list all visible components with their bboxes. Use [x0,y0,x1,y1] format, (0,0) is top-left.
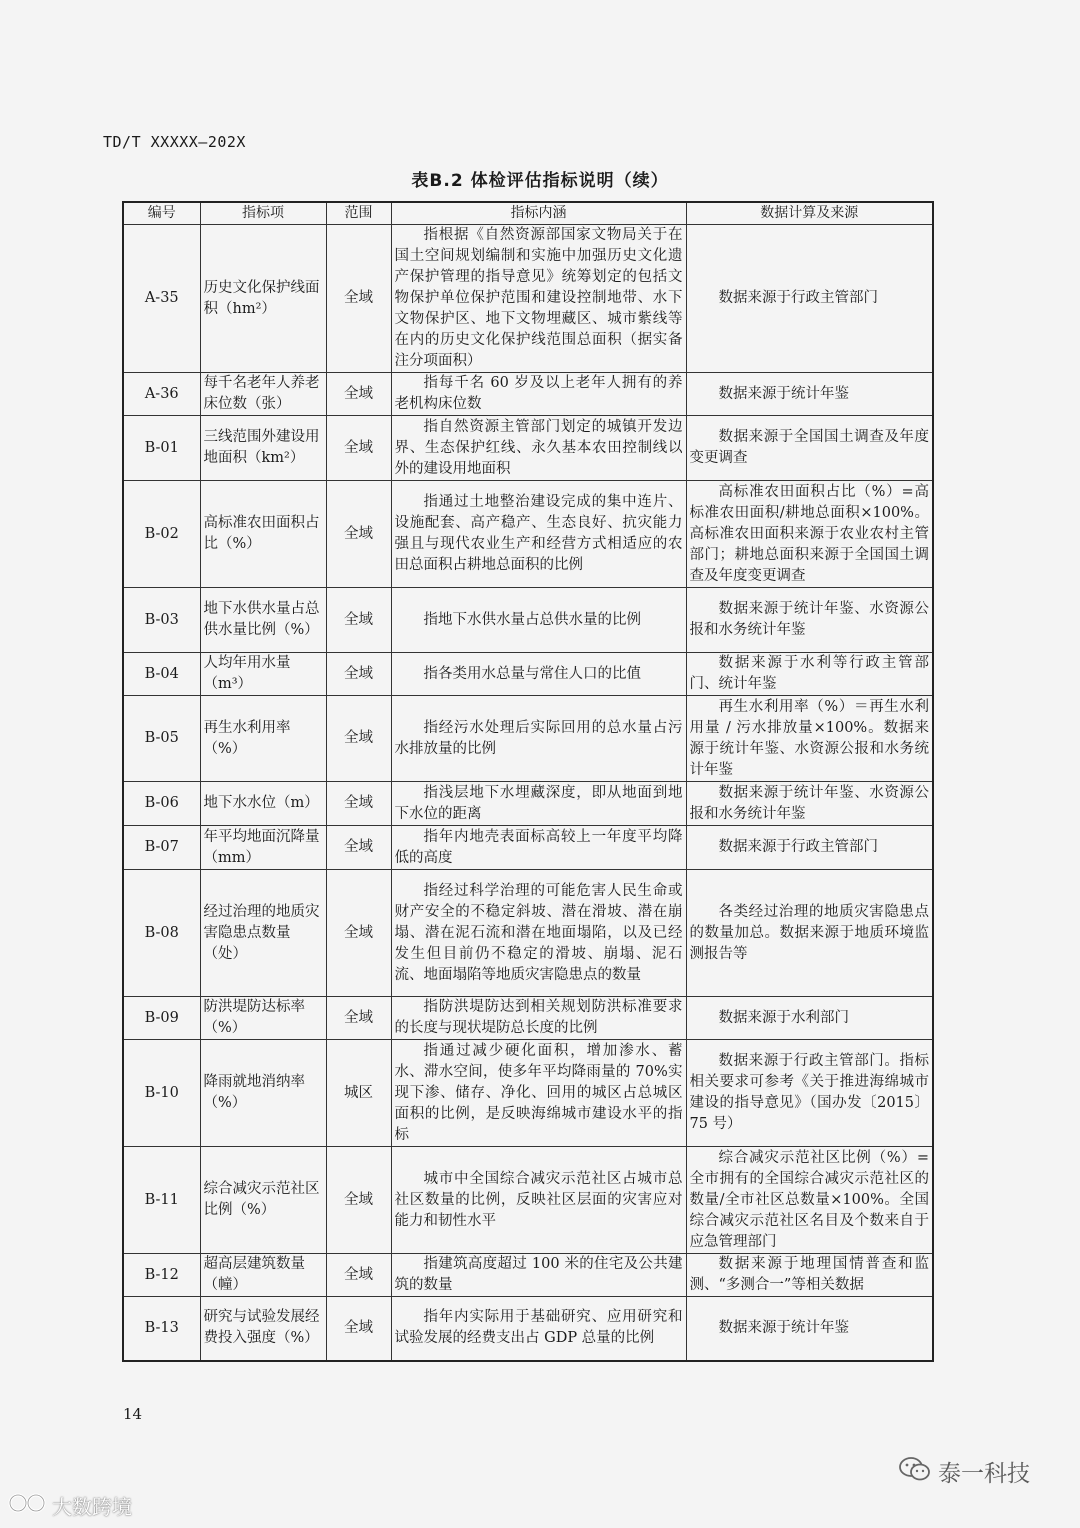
table-row [123,481,933,588]
row-source: 综合减灾示范社区比例（%）=全市拥有的全国综合减灾示范社区的数量/全市社区总数量×100%。全国综合减灾示范社区名目及个数来自于应急管理部门 [686,1147,933,1254]
row-indicator: 超高层建筑数量（幢） [200,1254,326,1297]
row-indicator: 三线范围外建设用地面积（km²） [200,416,326,481]
row-definition: 指每千名 60 岁及以上老年人拥有的养老机构床位数 [391,373,686,416]
row-code: A-36 [123,373,200,416]
row-indicator: 防洪堤防达标率（%） [200,997,326,1040]
table-row [123,696,933,782]
row-definition: 指经过科学治理的可能危害人民生命或财产安全的不稳定斜坡、潜在滑坡、潜在崩塌、潜在泥石流和潜在地面塌陷，以及已经发生但目前仍不稳定的滑坡、崩塌、泥石流、地面塌陷等地质灾害隐患点的数量 [391,870,686,997]
watermark-left-text: 大数跨境 [52,1495,132,1519]
table-row [123,997,933,1040]
row-scope: 全域 [326,1147,391,1254]
row-code: B-13 [123,1297,200,1361]
header-scope: 范围 [326,202,391,225]
row-source: 高标准农田面积占比（%）=高标准农田面积/耕地总面积×100%。高标准农田面积来源于农业农村主管部门；耕地总面积来源于全国国土调查及年度变更调查 [686,481,933,588]
row-code: B-01 [123,416,200,481]
document-code: TD/T XXXXX—202X [103,133,246,151]
row-source: 各类经过治理的地质灾害隐患点的数量加总。数据来源于地质环境监测报告等 [686,870,933,997]
row-definition: 指地下水供水量占总供水量的比例 [391,588,686,653]
row-indicator: 历史文化保护线面积（hm²） [200,225,326,373]
row-source: 数据来源于水利等行政主管部门、统计年鉴 [686,653,933,696]
row-source: 数据来源于统计年鉴、水资源公报和水务统计年鉴 [686,782,933,826]
row-code: B-10 [123,1040,200,1147]
row-scope: 全域 [326,416,391,481]
table-row [123,373,933,416]
wechat-icon [898,1456,932,1488]
row-definition: 指通过减少硬化面积，增加渗水、蓄水、滞水空间，使多年平均降雨量的 70%实现下渗、储存、净化、回用的城区占总城区面积的比例，是反映海绵城市建设水平的指标 [391,1040,686,1147]
row-code: B-08 [123,870,200,997]
row-indicator: 高标准农田面积占比（%） [200,481,326,588]
row-definition: 指年内地壳表面标高较上一年度平均降低的高度 [391,826,686,870]
row-scope: 城区 [326,1040,391,1147]
table-row [123,1254,933,1297]
indicator-table [122,201,934,1362]
table-row [123,1297,933,1361]
row-definition: 指经污水处理后实际回用的总水量占污水排放量的比例 [391,696,686,782]
header-code: 编号 [123,202,200,225]
row-indicator: 再生水利用率（%） [200,696,326,782]
row-source: 数据来源于行政主管部门 [686,826,933,870]
table-row [123,416,933,481]
row-scope: 全域 [326,1297,391,1361]
row-source: 数据来源于统计年鉴、水资源公报和水务统计年鉴 [686,588,933,653]
header-indicator: 指标项 [200,202,326,225]
row-code: B-09 [123,997,200,1040]
row-source: 数据来源于行政主管部门。指标相关要求可参考《关于推进海绵城市建设的指导意见》（国办发〔2015〕75 号） [686,1040,933,1147]
row-definition: 城市中全国综合减灾示范社区占城市总社区数量的比例，反映社区层面的灾害应对能力和韧性水平 [391,1147,686,1254]
row-indicator: 年平均地面沉降量（mm） [200,826,326,870]
row-scope: 全域 [326,1254,391,1297]
row-scope: 全域 [326,997,391,1040]
row-scope: 全域 [326,696,391,782]
table-row [123,1040,933,1147]
row-source: 数据来源于水利部门 [686,997,933,1040]
table-row [123,826,933,870]
row-indicator: 经过治理的地质灾害隐患点数量（处） [200,870,326,997]
table-row [123,588,933,653]
row-source: 数据来源于统计年鉴 [686,1297,933,1361]
row-indicator: 人均年用水量（m³） [200,653,326,696]
row-definition: 指各类用水总量与常住人口的比值 [391,653,686,696]
table-row [123,1147,933,1254]
row-scope: 全域 [326,225,391,373]
row-scope: 全域 [326,588,391,653]
table-row [123,225,933,373]
row-indicator: 地下水供水量占总供水量比例（%） [200,588,326,653]
row-source: 数据来源于统计年鉴 [686,373,933,416]
row-code: B-03 [123,588,200,653]
row-code: A-35 [123,225,200,373]
table-row [123,782,933,826]
header-definition: 指标内涵 [391,202,686,225]
watermark-right-text: 泰一科技 [938,1461,1030,1487]
table-title: 表B.2 体检评估指标说明（续） [411,171,669,191]
row-scope: 全域 [326,373,391,416]
row-definition: 指根据《自然资源部国家文物局关于在国土空间规划编制和实施中加强历史文化遗产保护管理的指导意见》统筹划定的包括文物保护单位保护范围和建设控制地带、水下文物保护区、地下文物埋藏区、城市紫线等在内的历史文化保护线范围总面积（据实备注分项面积） [391,225,686,373]
page-number: 14 [123,1405,143,1423]
row-code: B-02 [123,481,200,588]
row-indicator: 综合减灾示范社区比例（%） [200,1147,326,1254]
row-definition: 指自然资源主管部门划定的城镇开发边界、生态保护红线、永久基本农田控制线以外的建设用地面积 [391,416,686,481]
table-row [123,870,933,997]
row-code: B-04 [123,653,200,696]
watermark-right [898,1455,1030,1488]
row-scope: 全域 [326,481,391,588]
row-scope: 全域 [326,782,391,826]
row-code: B-11 [123,1147,200,1254]
row-code: B-07 [123,826,200,870]
row-scope: 全域 [326,826,391,870]
row-indicator: 研究与试验发展经费投入强度（%） [200,1297,326,1361]
row-scope: 全域 [326,653,391,696]
row-definition: 指年内实际用于基础研究、应用研究和试验发展的经费支出占 GDP 总量的比例 [391,1297,686,1361]
row-indicator: 地下水水位（m） [200,782,326,826]
row-definition: 指建筑高度超过 100 米的住宅及公共建筑的数量 [391,1254,686,1297]
row-code: B-06 [123,782,200,826]
row-scope: 全域 [326,870,391,997]
row-source: 再生水利用率（%）＝再生水利用量 / 污水排放量×100%。数据来源于统计年鉴、水资源公报和水务统计年鉴 [686,696,933,782]
row-code: B-05 [123,696,200,782]
row-indicator: 每千名老年人养老床位数（张） [200,373,326,416]
table-header-row [123,202,933,225]
brand-logo-icon [8,1490,48,1521]
row-source: 数据来源于行政主管部门 [686,225,933,373]
row-source: 数据来源于地理国情普查和监测、“多测合一”等相关数据 [686,1254,933,1297]
row-indicator: 降雨就地消纳率（%） [200,1040,326,1147]
header-source: 数据计算及来源 [686,202,933,225]
row-code: B-12 [123,1254,200,1297]
row-definition: 指防洪堤防达到相关规划防洪标准要求的长度与现状堤防总长度的比例 [391,997,686,1040]
row-source: 数据来源于全国国土调查及年度变更调查 [686,416,933,481]
row-definition: 指浅层地下水埋藏深度，即从地面到地下水位的距离 [391,782,686,826]
row-definition: 指通过土地整治建设完成的集中连片、设施配套、高产稳产、生态良好、抗灾能力强且与现代农业生产和经营方式相适应的农田总面积占耕地总面积的比例 [391,481,686,588]
watermark-left [8,1490,132,1521]
table-row [123,653,933,696]
